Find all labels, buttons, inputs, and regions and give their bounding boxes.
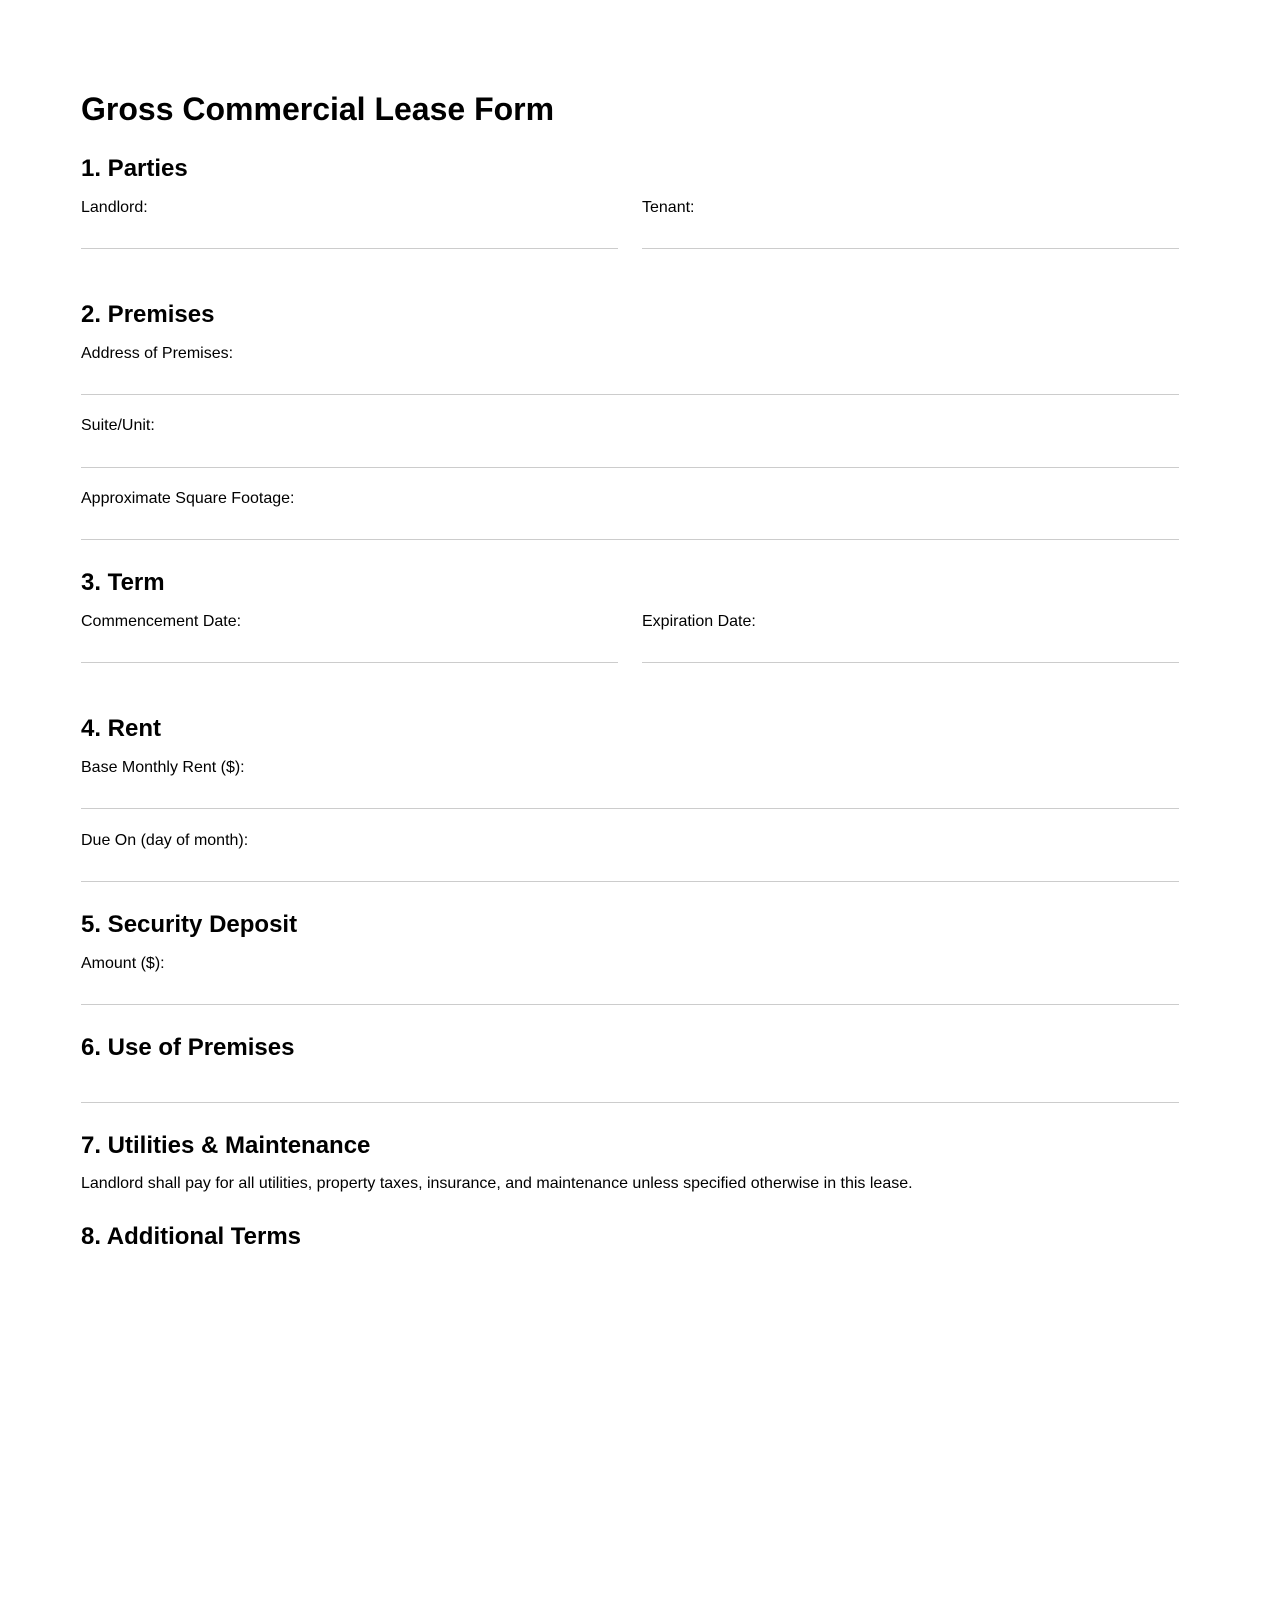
due-on-field[interactable] bbox=[81, 852, 1179, 882]
section-heading-utilities: 7. Utilities & Maintenance bbox=[81, 1132, 371, 1159]
section-heading-security-deposit: 5. Security Deposit bbox=[81, 911, 298, 938]
commencement-date-field[interactable] bbox=[81, 633, 618, 663]
address-label: Address of Premises: bbox=[81, 345, 234, 362]
expiration-date-field[interactable] bbox=[642, 633, 1179, 663]
section-heading-premises: 2. Premises bbox=[81, 301, 215, 328]
sqft-field[interactable] bbox=[81, 510, 1179, 540]
landlord-label: Landlord: bbox=[81, 199, 148, 216]
deposit-amount-label: Amount ($): bbox=[81, 955, 165, 972]
base-rent-label: Base Monthly Rent ($): bbox=[81, 759, 245, 776]
section-heading-additional-terms: 8. Additional Terms bbox=[81, 1223, 302, 1250]
tenant-field[interactable] bbox=[642, 219, 1179, 249]
section-heading-parties: 1. Parties bbox=[81, 155, 188, 182]
section-heading-use-of-premises: 6. Use of Premises bbox=[81, 1034, 295, 1061]
base-rent-field[interactable] bbox=[81, 779, 1179, 809]
page-title: Gross Commercial Lease Form bbox=[81, 91, 555, 127]
expiration-label: Expiration Date: bbox=[642, 613, 756, 630]
tenant-label: Tenant: bbox=[642, 199, 695, 216]
landlord-field[interactable] bbox=[81, 219, 618, 249]
suite-field[interactable] bbox=[81, 438, 1179, 468]
sqft-label: Approximate Square Footage: bbox=[81, 490, 295, 507]
section-heading-term: 3. Term bbox=[81, 569, 165, 596]
address-field[interactable] bbox=[81, 365, 1179, 395]
commencement-label: Commencement Date: bbox=[81, 613, 242, 630]
use-of-premises-field[interactable] bbox=[81, 1073, 1179, 1103]
section-heading-rent: 4. Rent bbox=[81, 715, 162, 742]
due-on-label: Due On (day of month): bbox=[81, 832, 249, 849]
utilities-text: Landlord shall pay for all utilities, property taxes, insurance, and maintenance unless specified otherwise in this lease. bbox=[81, 1175, 913, 1192]
deposit-amount-field[interactable] bbox=[81, 975, 1179, 1005]
suite-label: Suite/Unit: bbox=[81, 417, 155, 434]
